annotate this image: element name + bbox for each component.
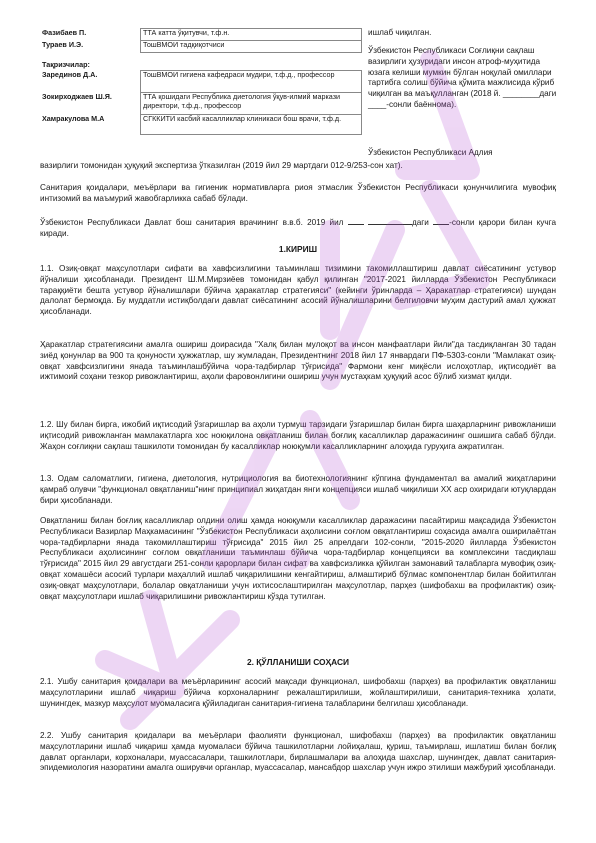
approval-mid: даги — [411, 218, 434, 227]
approval-suffix: -сонли қарори билан кучга киради. — [40, 218, 557, 238]
section-1-heading: 1.КИРИШ — [278, 244, 318, 254]
paragraph-1-1-continued: Ҳаракатлар стратегиясини амалга ошириш доирасида "Халқ билан мулоқот ва инсон манфаатлари йили"да тасдиқланган 30 тадан зиёд қонунлар ва 900 та қонуности ҳужжатлар, шу жумладан, Президентнинг 2018 йил 17 январдаги ПФ-5303-сонли "Мамлакат озиқ-овқат хавфсизлигини янада таъминлашбўйича чора-тадбирлар тўғрисида" Фармони кенг миқёсли ислоҳотлар, иқтисодиёт ва ижтимоий соҳани тезкор ривожлантириш, аҳоли фаровонлигини ошириш учун мустаҳкам ҳуқуқий асос бўлиб хизмат қилди. — [40, 340, 556, 382]
paragraph-1-1: 1.1. Озиқ-овқат маҳсулотлари сифати ва хавфсизлигини таъминлаш тизимини такомиллаштириш давлат сиёсатининг устувор йўналиши ҳисобланади. Президент Ш.М.Мирзиёев томонидан қабул қилинган "2017-2021 йилларда Ўзбекистон Республикаси тараққиёти бешта устувор йўналишлари бўйича ҳаракатлар стратегияси" (кейинги ўринларда – Ҳаракатлар стратегияси) шундан далолат бермоқда. Бу муддатли истиқболдаги давлат сиёсатининг асосий йўналишларини белгиловчи муҳим дастурий амал ҳужжат ҳисобланади. — [40, 264, 556, 317]
author-name: Тураев И.Э. — [42, 39, 84, 49]
paragraph-1-3-continued: Овқатланиш билан боғлиқ касалликлар олдини олиш ҳамда ноюқумли касалликлар даражасини пасайтириш мақсадида Ўзбекистон Республикаси Вазирлар Маҳкамасининг "Ўзбекистон Республикаси аҳолисини соғлом овқатлантириш соҳасида амалга оширилаётган чора-тадбирларни янада такомиллаштириш тўғрисида" 2015 йил 25 апрелдаги 102-сонли, "2015-2020 йилларда Ўзбекистон Республикаси аҳолисининг соғлом овқатланиши таъминлаш бўйича чора-тадбирлар концепцияси ва комплексини тасдиқлаш тўғрисида" 2015 йил 29 августдаги 251-сонли қарорлари билан сифат ва хавфсизликка қўйилган замонавий талабларга мувофиқ озиқ-овқат хомашёси асосий турлари маҳаллий ишлаб чиқарилишини кенгайтириш, алмаштириб бўлмас компонентлар билан бойитилган озиқ-овқат маҳсулотлари, болалар овқатланиши учун ихтисослаштирилган маҳсулотлар, парҳез (шифобахш ва профилактик) озиқ-овқат маҳсулотлари ишлаб чиқарилишини ривожлантириш кўзда тутилган. — [40, 516, 556, 601]
justice-ministry-note: Ўзбекистон Республикаси Адлия — [368, 148, 493, 157]
reviewer-name: Зокирходжаев Ш.Я. — [42, 91, 112, 101]
section-2-heading: 2. ҚЎЛЛАНИШИ СОҲАСИ — [246, 657, 350, 667]
blank-month — [368, 216, 412, 225]
developed-note: ишлаб чиқилган. — [368, 28, 432, 37]
blank-number — [433, 216, 449, 225]
reviewer-role: ТТА қошидаги Республика диетология ўқув-илмий маркази директори, т.ф.д., профессор — [141, 93, 362, 115]
reviewer-role: ТошВМОИ гигиена кафедраси мудири, т.ф.д., профессор — [141, 71, 362, 93]
reviewers-label: Тақризчилар: — [42, 60, 90, 69]
authors-table — [40, 28, 362, 135]
paragraph-1-3: 1.3. Одам саломатлиги, гигиена, диетология, нутрициология ва биотехнологиянинг кўпгина фундаментал ва амалий жиҳатларини қамраб олувчи "функционал овқатланиш"нинг принципиал жиҳатдан янги концепцияси ишлаб чиқилиши ХХ аср охиридаги ютуқлардан бири ҳисобланади. — [40, 474, 556, 505]
paragraph-2-1: 2.1. Ушбу санитария қоидалари ва меъёрларининг асосий мақсади функционал, шифобахш (парҳез) ва профилактик овқатланиш маҳсулотларини ишлаб чиқариш бўйича корхоналарнинг режалаштирилиши, жойлаштирилиши, санитария-техника ҳолати, шунингдек, мазкур маҳсулот муомаласига қўйиладиган санитария-гигиена талабларини белгилаш ҳисобланади. — [40, 677, 556, 708]
author-row — [40, 29, 362, 41]
author-role: ТТА катта ўқитувчи, т.ф.н. — [141, 29, 362, 41]
reviewer-role: СГККИТИ касбий касалликлар клиникаси бош врачи, т.ф.д. — [141, 115, 362, 135]
reviewer-row — [40, 71, 362, 93]
legal-expertise-paragraph: вазирлиги томонидан ҳуқуқий экспертиза ўтказилган (2019 йил 29 мартдаги 012-9/253-сон хат). — [40, 161, 403, 170]
author-role: ТошВМОИ тадқиқотчиси — [141, 41, 362, 53]
reviewer-row — [40, 93, 362, 115]
committee-approval-note: Ўзбекистон Республикаси Соғлиқни сақлаш вазирлиги ҳузуридаги инсон атроф-муҳитида юзага келиши мумкин бўлган ноқулай омиллари тартибга солиш бўйича қўмита мажлисида кўриб чиқилган ва маъқулланган (2018 й. ________даги ____-сонли баённома). — [368, 46, 557, 110]
conformity-paragraph: Санитария қоидалари, меъёрлари ва гигиеник нормативларга риоя этмаслик Ўзбекистон Республикаси қонунчилигига мувофиқ интизомий ва маъмурий жавобгарликка сабаб бўлади. — [40, 183, 556, 203]
blank-day — [348, 216, 364, 225]
reviewer-row — [40, 115, 362, 135]
paragraph-2-2: 2.2. Ушбу санитария қоидалари ва меъёрлари фаолияти функционал, шифобахш (парҳез) ва профилактик овқатланиш маҳсулотларини ишлаб чиқариш ҳамда муомаласи бўйича ташкилотларни лойиҳалаш, қуриш, таъмирлаш, ишлатиш билан боғлиқ давлат органлари, корхоналари, муассасалари, ташкилотлари, бирлашмалари ва алоҳида шахслар, шунингдек, давлат санитария-эпидемиология назоратини амалга оширувчи органлар, муассасалар, мансабдор шахслар учун ижро этилиши мажбурий ҳисобланади. — [40, 731, 556, 773]
reviewer-name: Зарединов Д.А. — [42, 69, 98, 79]
approval-paragraph — [40, 216, 556, 240]
author-row — [40, 41, 362, 53]
author-name: Фазибаев П. — [42, 27, 87, 37]
reviewer-name: Хамракулова М.А — [42, 113, 105, 123]
approval-prefix: Ўзбекистон Республикаси Давлат бош санитария врачининг в.в.б. 2019 йил — [40, 218, 348, 227]
paragraph-1-2: 1.2. Шу билан бирга, ижобий иқтисодий ўзгаришлар ва аҳоли турмуш тарзидаги ўзгаришлар билан бирга шаҳарларнинг ривожланиши иқтисодий ривожланган мамлакатларга хос ноюқилона овқатланиш билан боғлиқ касалликлар даражасининг ошишига сабаб бўлди. Жаҳон соғлиқни сақлаш ташкилоти томонидан бу касалликлар ноюқумли касалликларнинг алоҳида гуруҳига ажратилган. — [40, 420, 556, 451]
